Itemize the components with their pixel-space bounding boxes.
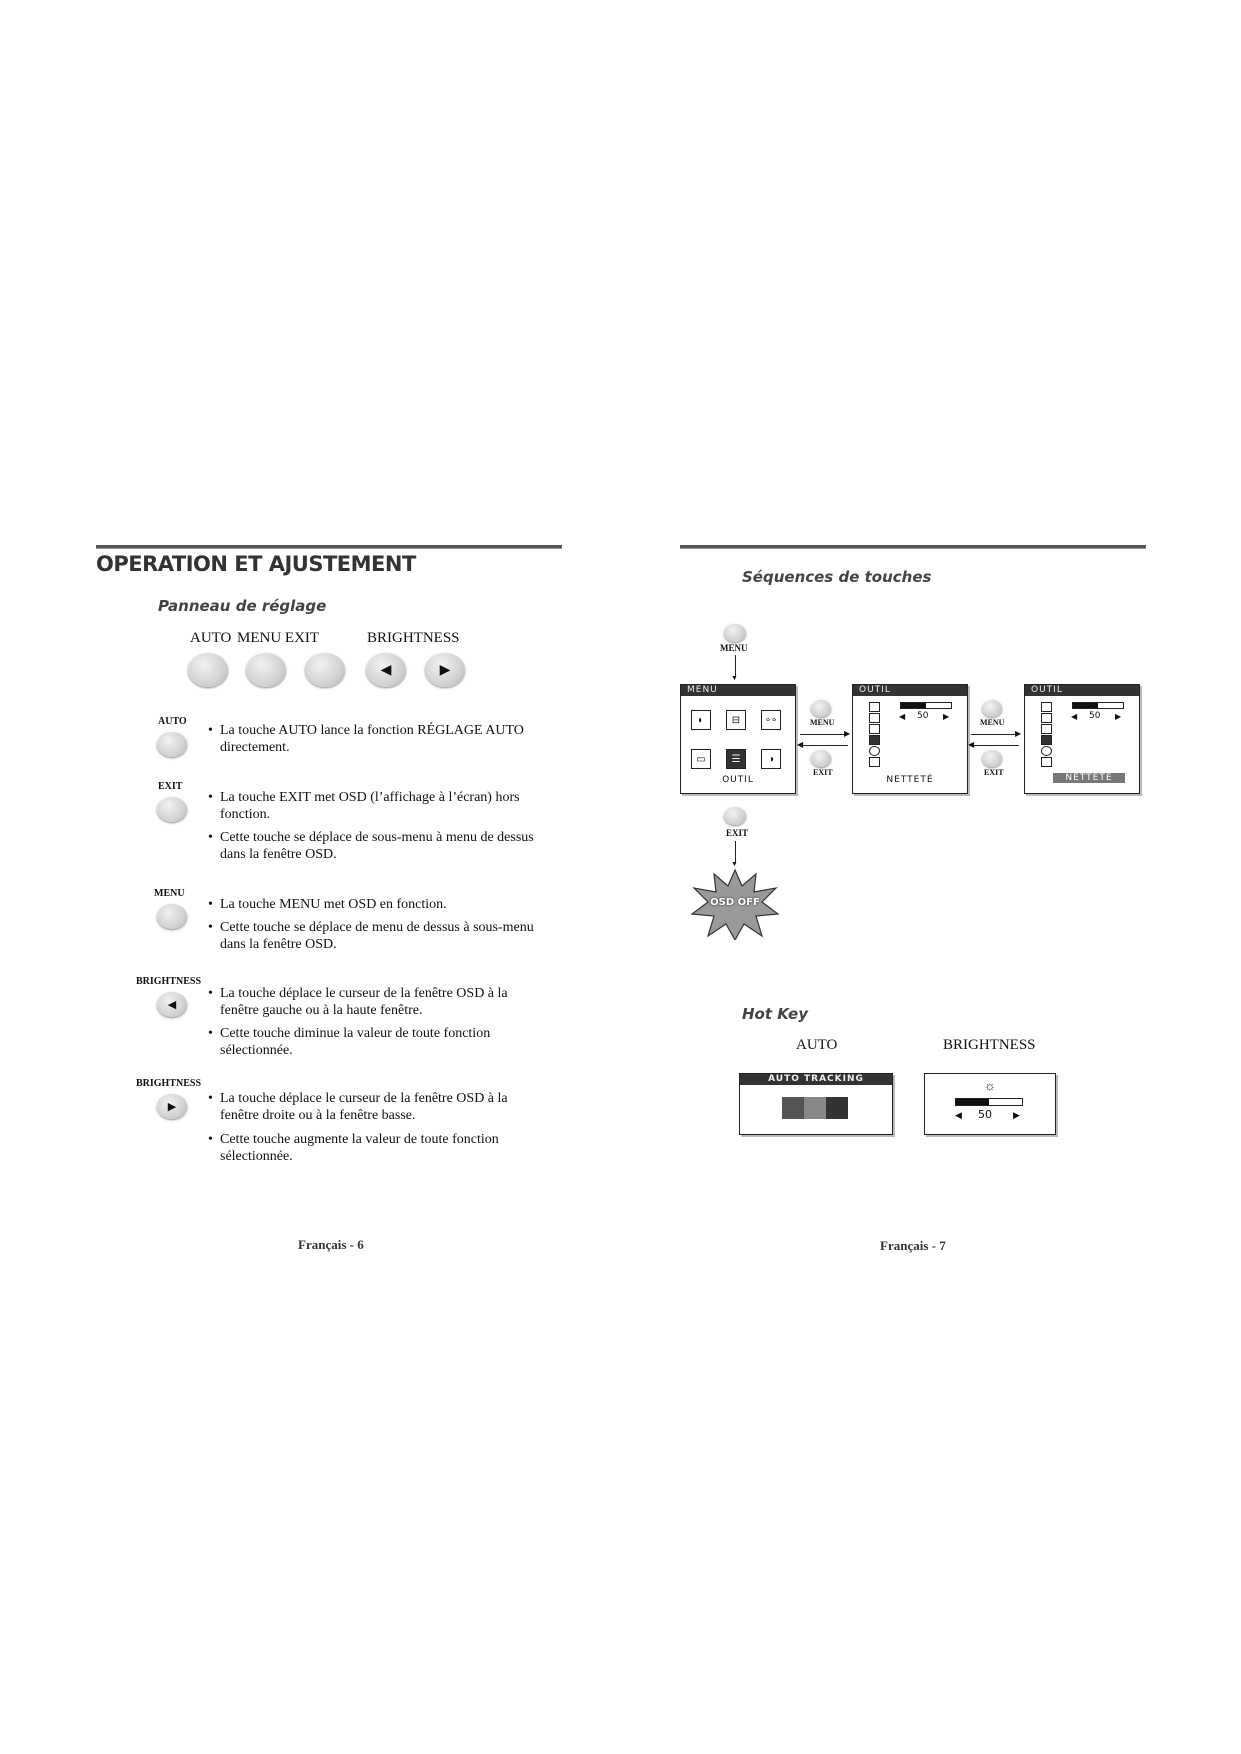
left-arrow-icon: ◀: [167, 999, 177, 1011]
decrease-icon: ◀: [899, 712, 906, 721]
seq-menu-button: [724, 624, 746, 642]
bullet-brightness-left-2: • Cette touche diminue la valeur de toute fonction sélectionnée.: [220, 1025, 540, 1059]
brightness-window: [924, 1073, 1056, 1135]
arrow-left-2: [971, 745, 1019, 746]
language-icon: [869, 746, 880, 756]
sharpness-slider-fill-2: [1073, 703, 1098, 708]
menu-button[interactable]: [246, 653, 286, 687]
osd-outil-caption-selected: NETTETÉ: [1053, 773, 1125, 783]
brightness-value: 50: [978, 1108, 992, 1121]
brightness-right-key-icon: [157, 1094, 187, 1119]
display-icon: ▭: [691, 749, 711, 769]
arrow-left-head-icon: ◀: [797, 740, 804, 749]
arrow-right-head-icon-2: ▶: [1015, 729, 1022, 738]
seq-exit-label-2: EXIT: [813, 768, 833, 777]
section-title-panel: Panneau de réglage: [158, 597, 327, 615]
rgb-icon: ∘∘: [761, 710, 781, 730]
osd-time-icon-2: [1041, 724, 1052, 734]
info-icon-2: [1041, 757, 1052, 767]
right-top-rule: [680, 545, 1146, 549]
osd-position-icon-2: [1041, 713, 1052, 723]
brightness-increase-icon: ▶: [1013, 1110, 1020, 1120]
sharpness-value-2: 50: [1089, 711, 1101, 721]
osd-menu-window: [680, 684, 796, 794]
section-label-menu: MENU: [154, 888, 185, 899]
seq-exit-label-3: EXIT: [984, 768, 1004, 777]
brightness-left-button[interactable]: [366, 653, 406, 687]
sharpness-slider-2: [1072, 702, 1124, 709]
arrow-right-1: [800, 734, 848, 735]
language-icon-2: [1041, 746, 1052, 756]
section-label-brightness-left: BRIGHTNESS: [136, 976, 202, 987]
seq-exit-button-3: [982, 750, 1002, 767]
auto-key-icon: [157, 732, 187, 757]
section-label-brightness-right: BRIGHTNESS: [136, 1078, 202, 1089]
right-arrow-icon: ▶: [439, 662, 451, 678]
auto-tracking-window: [739, 1073, 893, 1135]
exit-key-icon: [157, 797, 187, 822]
tracking-block-1: [782, 1097, 804, 1119]
down-arrow-icon: ▼: [731, 674, 738, 682]
down-arrow-icon-2: ▼: [731, 860, 738, 868]
seq-menu-label: MENU: [720, 643, 748, 653]
osd-outil-titlebar: OUTIL: [853, 685, 967, 696]
bullet-auto-1: • La touche AUTO lance la fonction RÉGLAGE AUTO directement.: [220, 722, 540, 756]
footer-left: Français - 6: [298, 1237, 364, 1252]
right-arrow-icon: ▶: [167, 1101, 177, 1113]
bullet-brightness-right-1: • La touche déplace le curseur de la fenêtre OSD à la fenêtre droite ou à la fenêtre basse.: [220, 1090, 540, 1124]
bullet-menu-1: • La touche MENU met OSD en fonction.: [220, 896, 540, 913]
sharpness-slider: [900, 702, 952, 709]
info-icon: [869, 757, 880, 767]
seq-menu-label-2: MENU: [810, 718, 835, 727]
osd-menu-caption: OUTIL: [722, 775, 754, 785]
panel-label-menu-exit: MENU EXIT: [237, 630, 320, 646]
osd-outil-caption: NETTETÉ: [886, 775, 934, 785]
bullet-menu-2: • Cette touche se déplace de menu de dessus à sous-menu dans la fenêtre OSD.: [220, 919, 540, 953]
brightness-decrease-icon: ◀: [955, 1110, 962, 1120]
brightness-slider-fill: [956, 1099, 989, 1105]
arrow-right-2: [971, 734, 1019, 735]
hotkey-label-brightness: BRIGHTNESS: [943, 1037, 1036, 1053]
osd-outil-window: [852, 684, 968, 794]
panel-label-auto: AUTO: [190, 630, 232, 646]
decrease-icon-2: ◀: [1071, 712, 1078, 721]
bullet-brightness-left-1: • La touche déplace le curseur de la fenêtre OSD à la fenêtre gauche ou à la haute fenêtre.: [220, 985, 540, 1019]
section-label-exit: EXIT: [158, 781, 183, 792]
tool-icon: ☰: [726, 749, 746, 769]
position-icon: ⊟: [726, 710, 746, 730]
left-arrow-icon: ◀: [380, 662, 392, 678]
brightness-slider: [955, 1098, 1023, 1106]
section-label-auto: AUTO: [158, 716, 187, 727]
osd-off-label: OSD OFF: [710, 897, 760, 908]
recall-icon: [869, 735, 880, 745]
sharpness-value: 50: [917, 711, 929, 721]
footer-right: Français - 7: [880, 1238, 946, 1253]
section-title-sequences: Séquences de touches: [742, 568, 932, 586]
auto-tracking-titlebar: AUTO TRACKING: [740, 1074, 892, 1085]
arrow-right-head-icon: ▶: [844, 729, 851, 738]
contrast-icon: ◑: [761, 749, 781, 769]
increase-icon-2: ▶: [1115, 712, 1122, 721]
osd-outil-titlebar-2: OUTIL: [1025, 685, 1139, 696]
panel-label-brightness: BRIGHTNESS: [367, 630, 460, 646]
sharpness-icon: [869, 702, 880, 712]
sharpness-slider-fill: [901, 703, 926, 708]
menu-key-icon: [157, 904, 187, 929]
seq-exit-label: EXIT: [726, 828, 749, 838]
brightness-right-button[interactable]: [425, 653, 465, 687]
left-top-rule: [96, 545, 562, 549]
seq-exit-button: [724, 807, 746, 825]
bullet-brightness-right-2: • Cette touche augmente la valeur de toute fonction sélectionnée.: [220, 1131, 540, 1165]
bullet-exit-2: • Cette touche se déplace de sous-menu à menu de dessus dans la fenêtre OSD.: [220, 829, 540, 863]
arrow-left-head-icon-2: ◀: [968, 740, 975, 749]
osd-position-icon: [869, 713, 880, 723]
increase-icon: ▶: [943, 712, 950, 721]
section-title-hotkey: Hot Key: [742, 1005, 809, 1023]
sharpness-icon-2: [1041, 702, 1052, 712]
osd-outil-window-selected: [1024, 684, 1140, 794]
tracking-block-3: [826, 1097, 848, 1119]
brightness-left-key-icon: [157, 992, 187, 1017]
recall-icon-2: [1041, 735, 1052, 745]
seq-exit-button-2: [811, 750, 831, 767]
arrow-left-1: [800, 745, 848, 746]
seq-menu-button-3: [982, 700, 1002, 717]
exit-button[interactable]: [305, 653, 345, 687]
auto-button[interactable]: [188, 653, 228, 687]
bullet-exit-1: • La touche EXIT met OSD (l’affichage à l’écran) hors fonction.: [220, 789, 540, 823]
seq-menu-label-3: MENU: [980, 718, 1005, 727]
hotkey-label-auto: AUTO: [796, 1037, 838, 1053]
tracking-block-2: [804, 1097, 826, 1119]
osd-time-icon: [869, 724, 880, 734]
sun-icon: ☼: [984, 1078, 996, 1093]
osd-menu-titlebar: MENU: [681, 685, 795, 696]
color-icon: ◐: [691, 710, 711, 730]
seq-menu-button-2: [811, 700, 831, 717]
page-title: OPERATION ET AJUSTEMENT: [96, 552, 416, 576]
